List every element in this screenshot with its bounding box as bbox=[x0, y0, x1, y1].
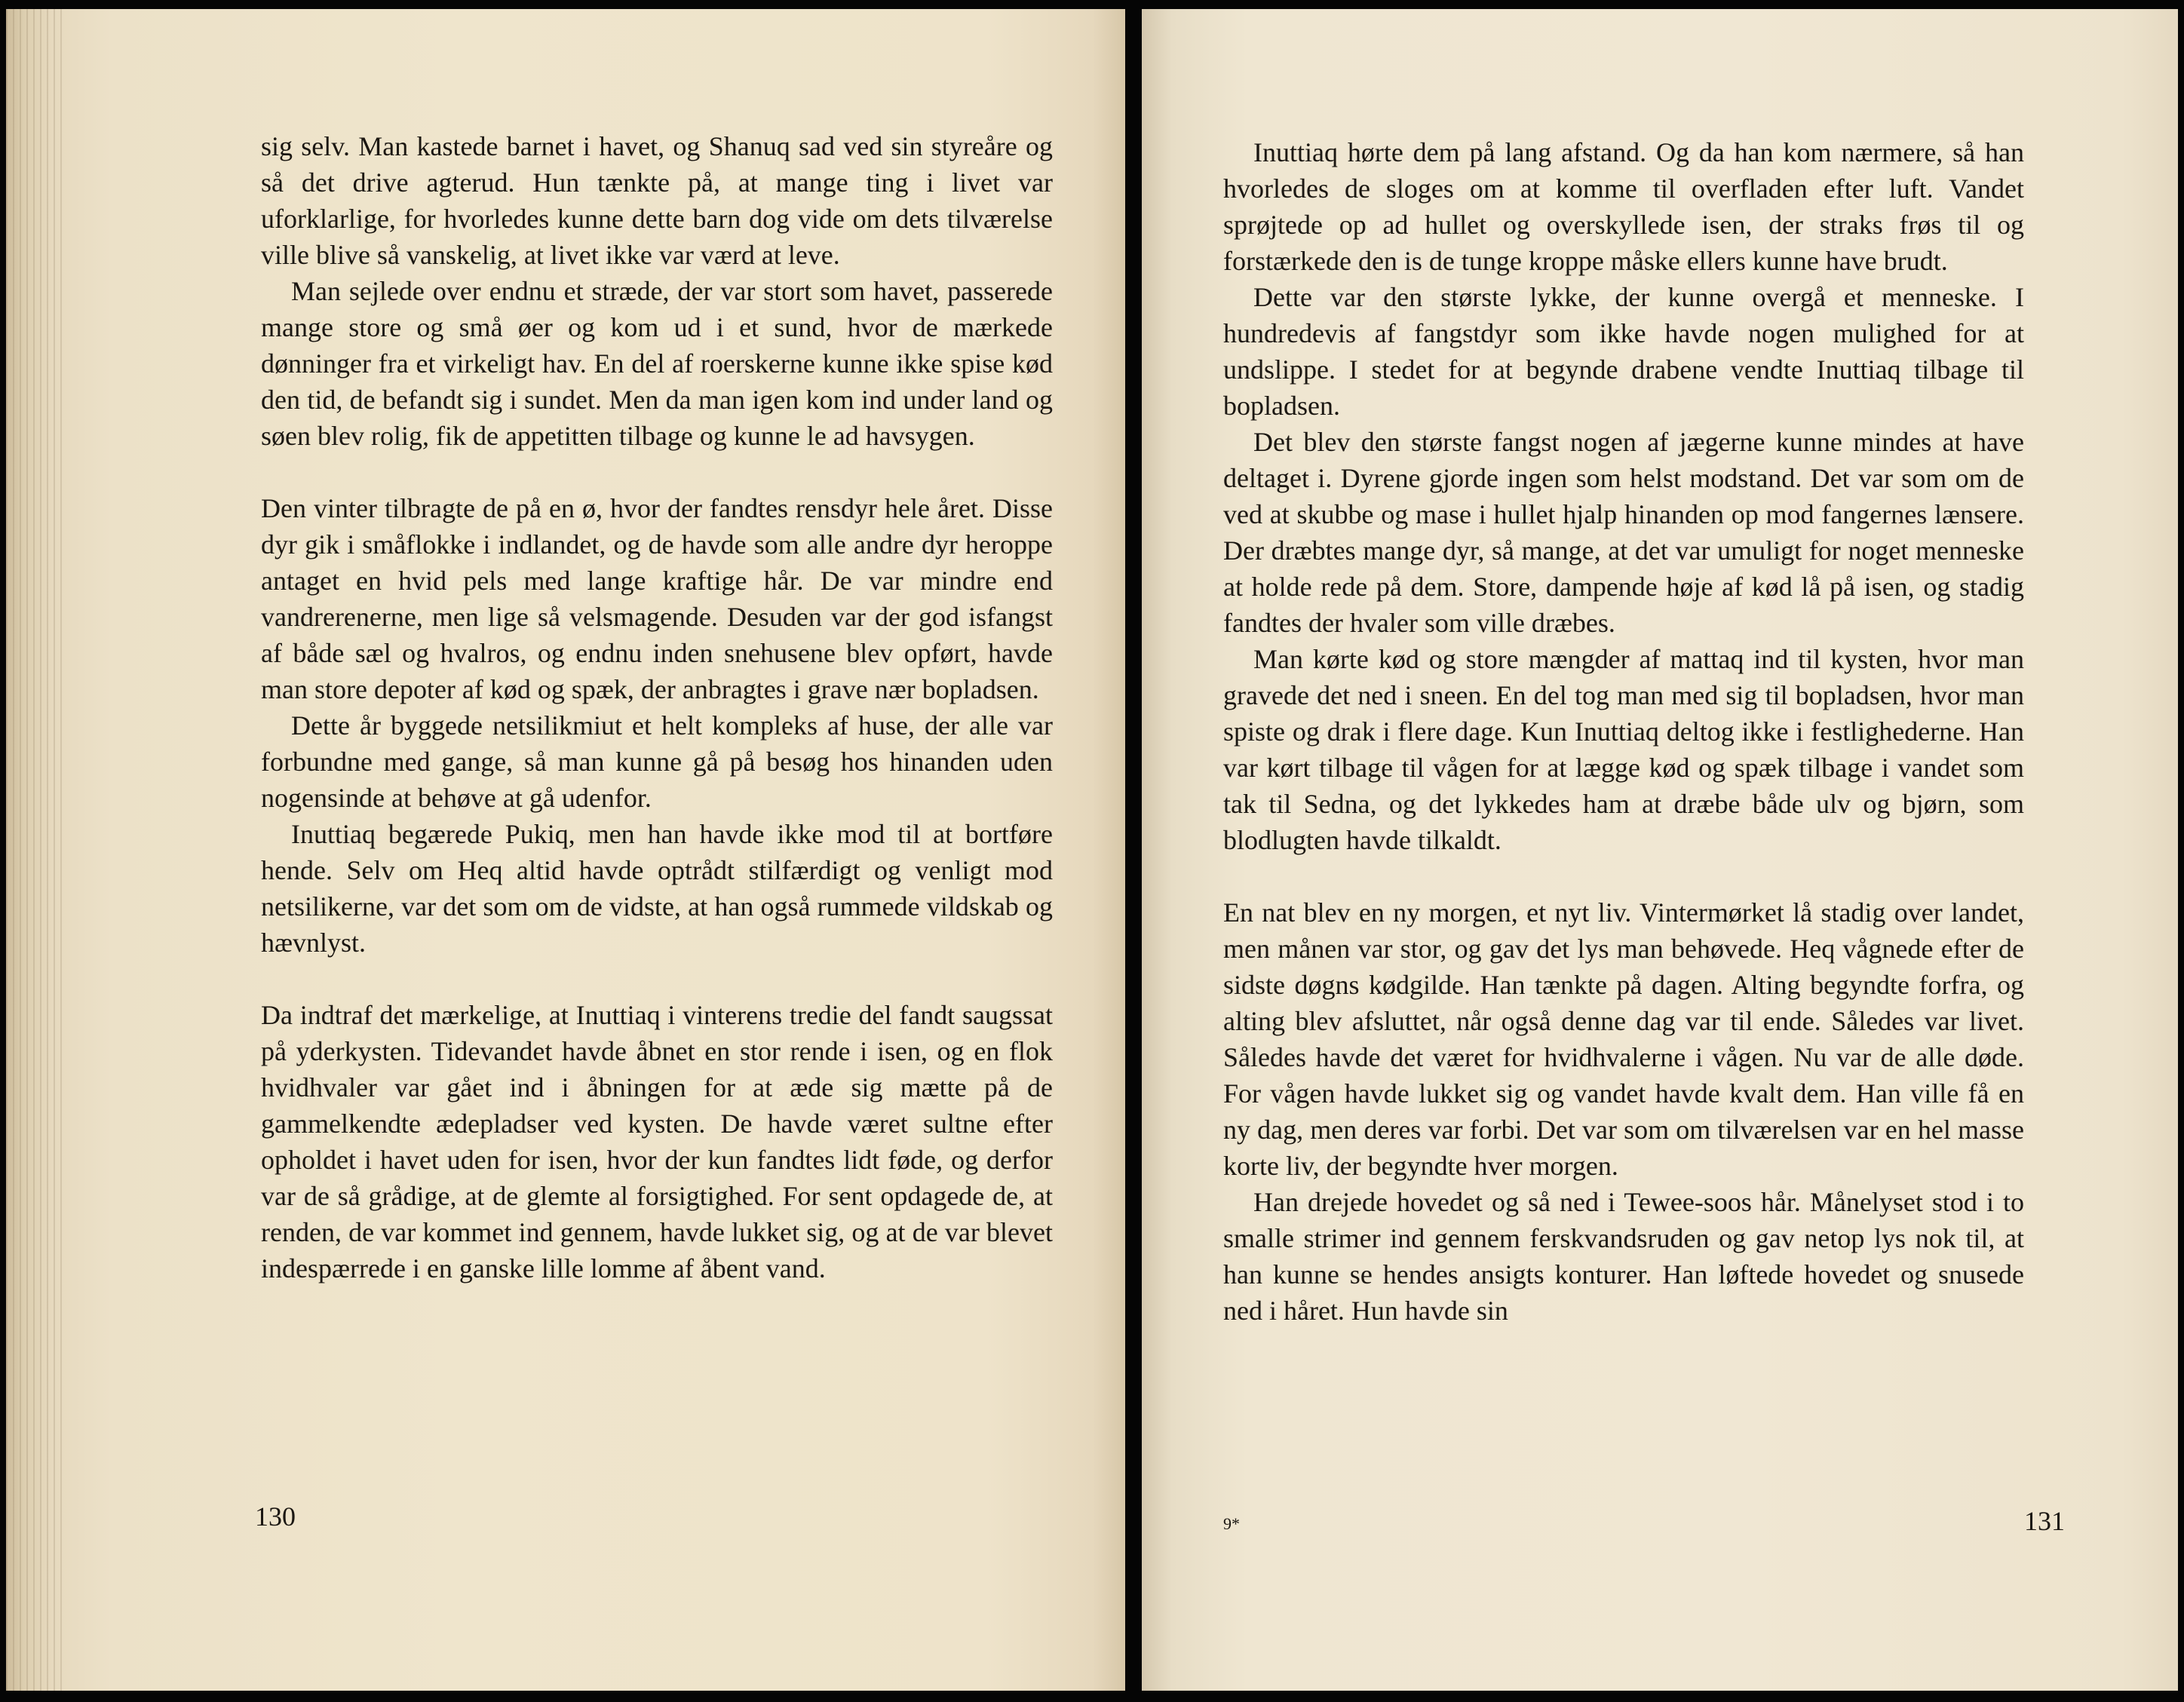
paragraph: Dette var den største lykke, der kunne overgå et menneske. I hundredevis af fangstdyr som ikke havde nogen mulighed for at undslippe. I stedet for at begynde drabene vendte Inuttiaq tilbage til bopladsen. bbox=[1223, 282, 2024, 421]
right-page-text bbox=[1223, 134, 2024, 1329]
paragraph: Man sejlede over endnu et stræde, der var stort som havet, passerede mange store og små øer og kom ud i et sund, hvor de mærkede dønninger fra et virkeligt hav. En del af roerskerne kunne ikke spise kød den tid, de befandt sig i sundet. Men da man igen kom ind under land og søen blev rolig, fik de appetitten tilbage og kunne le ad havsygen. bbox=[261, 276, 1053, 451]
left-page-text bbox=[261, 128, 1053, 1286]
paragraph: Man kørte kød og store mængder af mattaq ind til kysten, hvor man gravede det ned i sneen. En del tog man med sig til bopladsen, hvor man spiste og drak i flere dage. Kun Inuttiaq deltog ikke i festlighederne. Han var kørt tilbage til vågen for at lægge kød og spæk tilbage i vandet som tak til Sedna, og det lykkedes ham at dræbe både ulv og bjørn, som blodlugten havde tilkaldt. bbox=[1223, 644, 2024, 855]
paragraph: Det blev den største fangst nogen af jægerne kunne mindes at have deltaget i. Dyrene gjorde ingen som helst modstand. Det var som om de ved at skubbe og mase i hullet hjalp hinanden op mod fangernes lænsere. Der dræbtes mange dyr, så mange, at det var umuligt for noget menneske at holde rede på dem. Store, dampende høje af kød lå på isen, og stadig fandtes der hvaler som ville dræbes. bbox=[1223, 427, 2024, 638]
paragraph: Den vinter tilbragte de på en ø, hvor der fandtes rensdyr hele året. Disse dyr gik i småflokke i indlandet, og de havde som alle andre dyr heroppe antaget en hvid pels med lange kraftige hår. De var mindre end vandrerenerne, men lige så velsmagende. Desuden var der god isfangst af både sæl og hvalros, og endnu inden snehusene blev opført, havde man store depoter af kød og spæk, der anbragtes i grave nær bopladsen. bbox=[261, 493, 1053, 704]
paragraph: Dette år byggede netsilikmiut et helt kompleks af huse, der alle var forbundne med gange, så man kunne gå på besøg hos hinanden uden nogensinde at behøve at gå udenfor. bbox=[261, 710, 1053, 813]
paragraph: Da indtraf det mærkelige, at Inuttiaq i vinterens tredie del fandt saugssat på yderkysten. Tidevandet havde åbnet en stor rende i isen, og en flok hvidhvaler var gået ind i åbningen for at æde sig mætte på de gammelkendte ædepladser ved kysten. De havde været sultne efter opholdet i havet uden for isen, hvor der kun fandtes lidt føde, og derfor var de så grådige, at de glemte al forsigtighed. For sent opdagede de, at renden, de var kommet ind gennem, havde lukket sig, og at de var blevet indespærrede i en ganske lille lomme af åbent vand. bbox=[261, 1000, 1053, 1283]
paragraph: Inuttiaq hørte dem på lang afstand. Og da han kom nærmere, så han hvorledes de sloges om at komme til overfladen efter luft. Vandet sprøjtede op ad hullet og overskyllede isen, der straks frøs til og forstærkede den is de tunge kroppe måske ellers kunne have brudt. bbox=[1223, 137, 2024, 276]
printer-signature-mark: 9* bbox=[1223, 1514, 1240, 1533]
left-page bbox=[6, 9, 1125, 1691]
paragraph: sig selv. Man kastede barnet i havet, og Shanuq sad ved sin styreåre og så det drive agterud. Hun tænkte på, at mange ting i livet var uforklarlige, for hvorledes kunne dette barn dog vide om dets tilværelse ville blive så vanskelig, at livet ikke var værd at leve. bbox=[261, 131, 1053, 270]
page-stack-edge bbox=[6, 9, 66, 1691]
paragraph: Inuttiaq begærede Pukiq, men han havde ikke mod til at bortføre hende. Selv om Heq altid havde optrådt stilfærdigt og venligt mod netsilikerne, var det som om de vidste, at han også rummede vildskab og hævnlyst. bbox=[261, 819, 1053, 958]
paragraph: Han drejede hovedet og så ned i Tewee-soos hår. Månelyset stod i to smalle strimer ind gennem ferskvandsruden og gav netop lys nok til, at han kunne se hendes ansigts konturer. Han løftede hovedet og snusede ned i håret. Hun havde sin bbox=[1223, 1187, 2024, 1326]
page-number: 131 bbox=[2024, 1506, 2065, 1536]
right-page bbox=[1142, 9, 2178, 1691]
page-number: 130 bbox=[255, 1501, 296, 1532]
paragraph: En nat blev en ny morgen, et nyt liv. Vintermørket lå stadig over landet, men månen var stor, og gav det lys man behøvede. Heq vågnede efter de sidste døgns kødgilde. Han tænkte på dagen. Alting begyndte forfra, og alting blev afsluttet, når også denne dag var til ende. Således var livet. Således havde det været for hvidhvalerne i vågen. Nu var de alle døde. For vågen havde lukket sig og vandet havde kvalt dem. Han ville få en ny dag, men deres var forbi. Det var som om tilværelsen var en hel masse korte liv, der begyndte hver morgen. bbox=[1223, 897, 2024, 1181]
